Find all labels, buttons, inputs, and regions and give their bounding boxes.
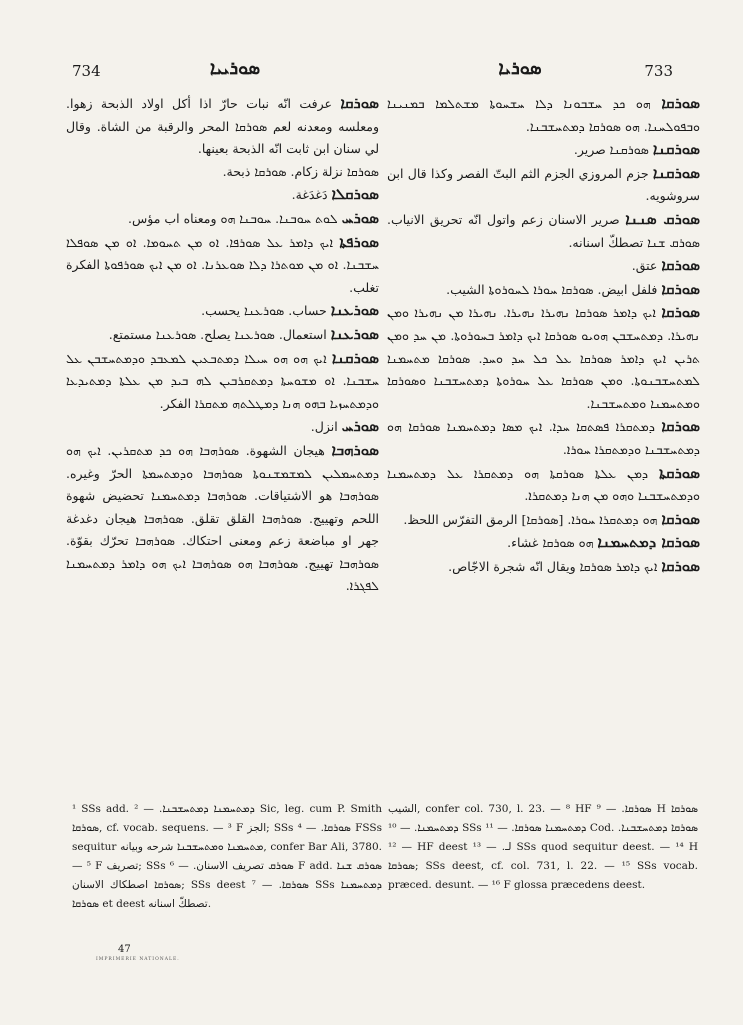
entry-text: دَغدَغة. <box>291 187 328 203</box>
dictionary-entry <box>66 92 379 161</box>
entry-headword: ܣܘܪܚ <box>341 417 379 436</box>
entry-headword: ܣܘܪܩܐ <box>340 94 379 112</box>
entry-text: عتق. <box>631 258 658 274</box>
entry-headword: ܣܘܪܩܐ ܕܡܬܚܡܢܐ <box>597 533 700 552</box>
dictionary-entry <box>387 208 700 254</box>
dictionary-entry <box>66 415 379 439</box>
entry-text: ܕܡܬܩܪܐ ܦܣܬܩܐ ܚܕܐ. ܐܝܟ ܡܣܐ ܕܡܬܚܡܢܐ ܣܘܪܩܐ ܗܘ ܕܡܬܚܫܒܢܐ ܘܕܡܬܩܪܐ ܚܘܪܐ. <box>387 419 700 457</box>
dictionary-entry <box>387 301 700 415</box>
dictionary-entry <box>66 439 379 598</box>
dictionary-entry <box>66 347 379 416</box>
entry-headword: ܣܘܪܩܐ <box>661 256 700 275</box>
entry-text: ܣܘܪܩܢܐ صرير. <box>573 142 649 158</box>
dictionary-entry <box>66 183 379 207</box>
entry-headword: ܣܘܪܩܐ <box>661 509 700 528</box>
entry-text: هيجان الشهوة. ܣܘܪܗܒܐ ܗܘ ܟܕ ܡܬܩܪܝܢ. ܐܝܟ ܗܘ ܕܡܬܚܡܠܝܢ ܠܡܫܡܫܢܘܬܐ ܣܘܪܗܒܐ ܘܕܡܬܚܡܬܐ الحرّ وغيره. ܣܘܪܗܒܐ هو الاشتياقات. ܣܘܪܗܒܐ ܕܡܬܚܡܢܐ تحضيض شهوة اللحم وتهييج. ܣܘܪܗܒܐ القلق تقلق. ܣܘܪܗܒܐ هيجان دغدغة جهر او مباضعة زعم ومعنى احتكاك. ܣܘܪܗܒܐ تحرّك بقوّة. ܣܘܪܗܒܐ تهييج. ܣܘܪܗܒܐ ܗܘ ܣܘܪܗܒܐ ܐܝܟ ܗܘ ܕܐܡܪ ܕܡܬܚܡܢܐ ܠܦܓܪܐ. <box>66 442 379 594</box>
entry-headword: ܣܘܪܩ ܣܢܢܐ <box>625 209 700 228</box>
entry-text: ܗܘ ܕܡܬܩܪܐ ܚܘܪܐ. [ܣܘܪܩܐ] الرمق التفرّس اللحظ. <box>403 511 658 527</box>
entry-text: انزل. <box>310 419 338 435</box>
entry-headword: ܣܘܪܩܢܐ <box>652 163 700 182</box>
dictionary-entry <box>66 323 379 347</box>
entry-headword: ܣܘܪܩܐ <box>661 94 700 112</box>
entry-headword: ܣܘܪܩܐ <box>661 303 700 322</box>
entry-headword: ܣܘܪܩܐ <box>661 279 700 298</box>
entry-text: ܐܝܟ ܗܘ ܗܘ ܚܝܠܐ ܕܡܬܒܥܝܢ ܠܡܥܒܕ ܘܕܡܬܚܫܒܢ ܥܠ ܚܫܒܢܐ. ܐܘ ܡܫܘܚܬܐ ܕܡܬܩܪܒܝܢ ܠܗ ܒܝܕ ܡܢ ܥܠܬܐ ܕܡܬܝܕܥܐ ܘܕܡܬܚܙܝܐ ܒܗܘ ܗܢܐ ܕܡܛܠܬܗ ܡܬܩܪܐ الفكر. <box>66 350 379 411</box>
entry-headword: ܣܘܪܩܠܐ <box>331 185 379 204</box>
entry-text: فلفل ابيض. ܣܘܪܩܐ ܚܘܪܐ ܠܚܘܪܘܬܐ الشيب. <box>446 281 658 297</box>
entry-text: ܗܘ ܣܘܪܩܐ غشاء. <box>507 535 594 551</box>
dictionary-entry <box>387 415 700 461</box>
right-page-number: 733 <box>644 62 673 80</box>
left-running-head: ܣܘܪܝܝܐ <box>209 58 261 79</box>
left-column <box>66 92 379 712</box>
dictionary-entry <box>66 161 379 184</box>
entry-text: ܠܘܬ ܚܘܒܢܐ. ܚܘܒܢܐ ܗܘ ومعناه اب مؤس. <box>128 210 338 226</box>
entry-headword: ܣܘܪܥܢܐ <box>330 301 379 320</box>
dictionary-entry <box>66 299 379 323</box>
entry-headword: ܣܘܪܩܐ <box>661 556 700 575</box>
footnote-text: ¹ SSs add. ܕܡܬܚܡܢܐ ܕܡܬܚܫܒܢܐ. — ² Sic, leg. cum P. Smith ܣܘܪܩܐ, cf. vocab. sequens. — ³ F الجز; SSs ܣܘܪܩܐ. — ⁴ FSSs sequitur ܡܬܚܡܢܐ ܘܡܬܚܫܒܢܐ شرحه وبيانه, confer Bar Ali, 3780. — ⁵ F تصريف; SSs ܣܘܪܩ تصريف الاسنان. — ⁶ F add. ܣܘܪܩ ܫܢܐ ܣܘܪܩܐ اصطكاك الاسنان; SSs deest ܣܘܪܩܐ. — ⁷ SSs ܕܡܬܚܡܢܐ ܣܘܪܩܐ et deest تصطكّ اسنانه. <box>72 803 382 910</box>
left-footnotes <box>72 800 382 914</box>
entry-headword: ܣܘܪܩܢܐ <box>652 140 700 159</box>
entry-text: ܐܝܟ ܕܐܡܪ ܥܠ ܣܘܪܦܐ. ܐܘ ܡܢ ܬܚܘܡܐ. ܐܘ ܡܢ ܣܘܦܠܐ ܚܫܒܢܐ. ܐܘ ܡܢ ܡܘܬܪܐ ܕܠܐ ܣܘܥܪܢܐ. ܐܘ ܡܢ ܐܝܟ ܣܘܪܦܘܬܐ الفكرة تغلب. <box>66 234 379 295</box>
dictionary-entry <box>387 162 700 208</box>
entry-text: ܣܘܪܩܐ نزلة زكام. ܣܘܪܩܐ ذبحة. <box>222 163 379 179</box>
left-page-number: 734 <box>72 62 101 80</box>
entry-text: ܐܝܟ ܕܐܡܪ ܣܘܪܩܐ ܢܗܝܪܐ ܢܗܝܪܐ. ܢܗܝܪܐ ܡܢ ܢܗܝܪܐ ܘܡܢ ܢܗܝܪܐ. ܕܡܬܚܫܒܢ ܗܘܝܘ ܣܘܪܩܐ ܐܝܟ ܕܐܡܪ ܒܚܘܪܘܬܐ. ܡܢ ܚܕ ܘܡܢ ܬܪܝܢ ܐܝܟ ܕܐܡܪ ܣܘܪܩܐ ܥܠ ܟܠ ܚܕ ܘܚܕ. ܣܘܪܩܐ ܡܬܚܡܢܐ ܠܡܬܚܫܒܢܘܬܐ. ܘܡܢ ܣܘܪܩܐ ܥܠ ܚܘܪܘܬܐ ܕܡܬܚܫܒܢܐ ܘܣܘܪܩܐ ܘܡܬܚܡܢܐ ܘܡܬܚܫܒܢܐ. <box>387 305 700 411</box>
entry-headword: ܣܘܪܥܢܐ <box>330 324 379 343</box>
right-running-head: ܣܘܪܝܐ <box>498 58 542 79</box>
dictionary-entry <box>66 231 379 300</box>
entry-text: حساب. ܣܘܪܥܢܐ يحسب. <box>201 303 327 319</box>
footnote-text: الشيب, confer col. 730, l. 23. — ⁸ HF ܣܘܪܩܐ. — ⁹ H ܣܘܪܩܐ ܕܡܬܚܡܢܐ. — ¹⁰ SSs ܕܡܬܚܡܢܐ ܣܘܪܩܐ. — ¹¹ Cod. ܣܘܪܩܐ ܕܡܬܚܫܒܢܐ. — ¹² HF deest لـ. — ¹³ SSs quod sequitur deest. — ¹⁴ H ܣܘܪܩܐ; SSs deest, cf. col. 731, l. 22. — ¹⁵ SSs vocab. præced. desunt. — ¹⁶ F glossa præcedens deest. <box>388 803 699 891</box>
entry-text: ܐܝܟ ܕܐܡܪ ܣܘܪܩܐ ويقال انّه شجرة الاجّاص. <box>448 558 658 574</box>
entry-text: استعمال. ܣܘܪܥܢܐ يصلح. ܣܘܪܥܢܐ مستمتع. <box>108 326 327 342</box>
entry-headword: ܣܘܪܩܐ <box>661 417 700 436</box>
dictionary-entry <box>387 278 700 302</box>
dictionary-entry <box>387 508 700 532</box>
entry-text: ܗܘ ܟܕ ܚܫܒܘܢܐ ܕܠܐ ܚܫܚܘܬܐ ܡܫܬܠܡܐ ܒܡܢܝܢܐ ܘܒܦܘܠܚܢܐ. ܗܘ ܣܘܪܩܐ ܕܡܬܚܫܒܢܐ. <box>387 96 700 134</box>
entry-text: جزم المروزي الجزم الثم البتّ الفصر وكذا قال ابن سروشويه. <box>387 165 700 204</box>
printer-line: IMPRIMERIE NATIONALE. <box>96 957 180 962</box>
entry-headword: ܣܘܪܩܢܐ <box>331 348 379 367</box>
signature-mark: 47 <box>118 944 131 955</box>
entry-headword: ܣܘܪܚ <box>341 208 379 227</box>
entry-text: ܕܡܢ ܥܠܬܐ ܣܘܪܩܬܐ ܗܘ ܕܡܬܩܪܐ ܥܠ ܕܡܬܚܡܢܐ ܘܕܡܬܚܫܒܢܐ ܘܗܘ ܡܢ ܗܢܐ ܕܡܬܩܪܐ. <box>387 465 700 504</box>
dictionary-entry <box>387 254 700 278</box>
entry-headword: ܣܘܪܦܬܐ <box>339 232 379 251</box>
dictionary-entry <box>387 462 700 508</box>
entry-headword: ܣܘܪܗܒܐ <box>331 440 379 459</box>
entry-text: عرفت انّه نبات حارّ اذا أكل اولاد الذبحة زهوا. ومعلسه ومعدنه لعم ܣܘܪܩܐ المحر والرقبة من الشاة. وقال لي سنان ابن ثابت انّه الذبحة بعينها. <box>66 96 379 157</box>
right-footnotes <box>388 800 698 895</box>
right-column <box>387 92 700 712</box>
dictionary-entry <box>387 555 700 579</box>
dictionary-entry <box>387 92 700 138</box>
entry-headword: ܣܘܪܩܬܐ <box>659 463 700 482</box>
entry-text: صرير الاسنان زعم واتول انّه تحريق الانياب. ܣܘܪܩ ܫܢܐ تصطكّ اسنانه. <box>387 211 700 250</box>
footnote-divider <box>66 732 699 733</box>
dictionary-entry <box>387 531 700 555</box>
dictionary-entry <box>66 207 379 231</box>
dictionary-entry <box>387 138 700 162</box>
